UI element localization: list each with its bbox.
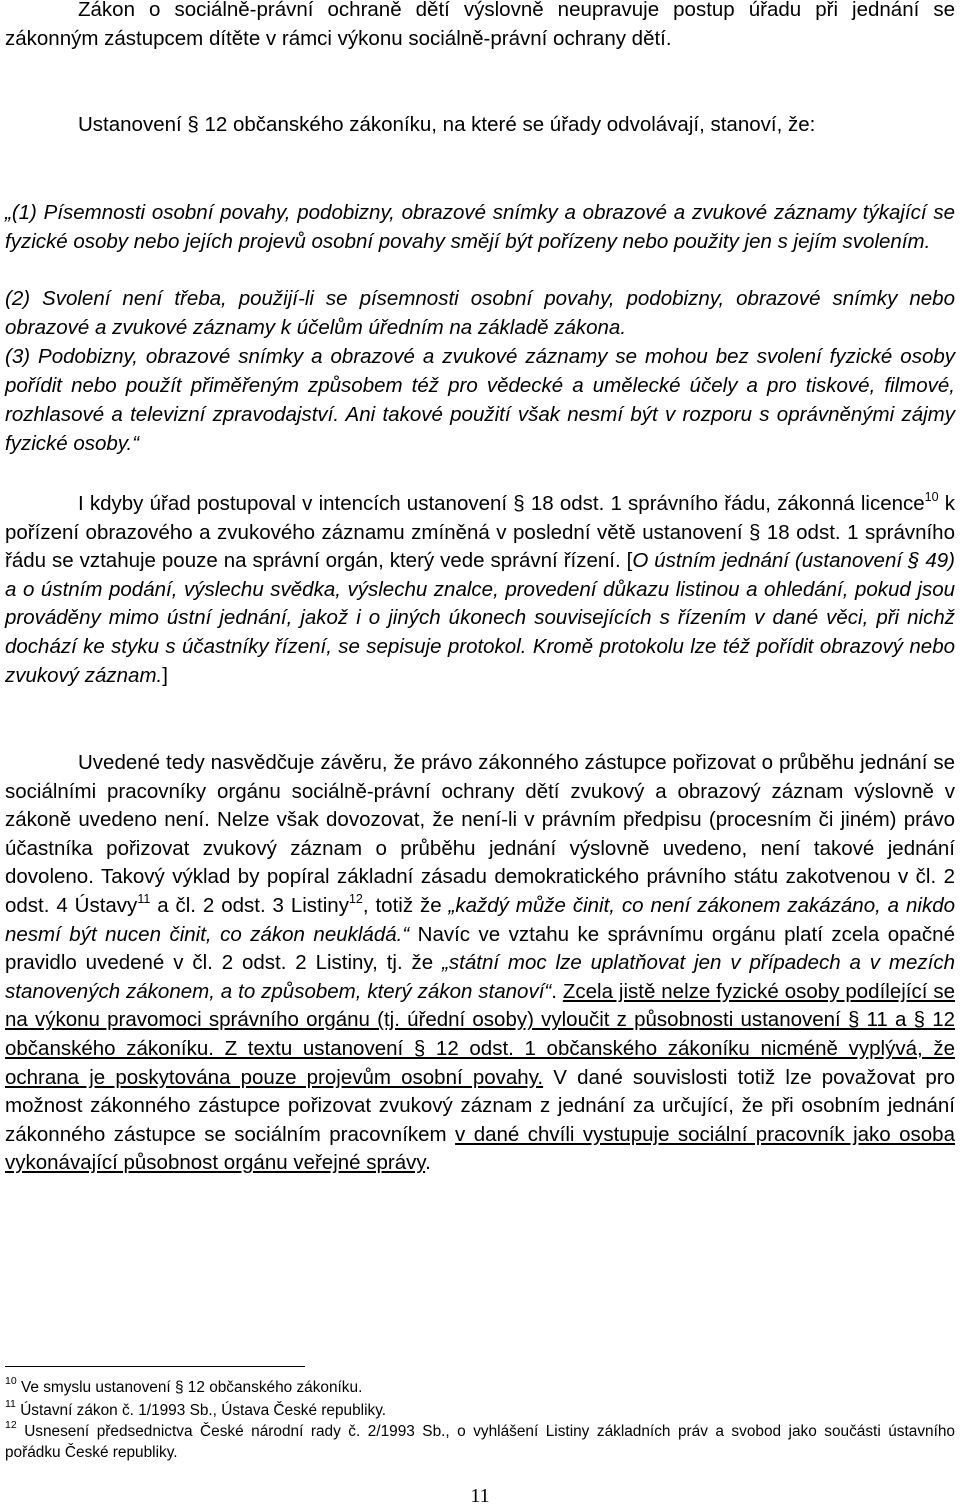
- intro-paragraph: Zákon o sociálně-právní ochraně dětí výslovně neupravuje postup úřadu při jednání se zákonným zástupcem dítěte v rámci výkonu sociálně-právní ochrany dětí.: [5, 0, 955, 50]
- para3-quote-listina: „každý může činit, co není zákonem zakázáno, a nikdo nesmí být nucen činit, co zákon neukládá.“: [5, 893, 955, 946]
- para3-underlined-2: v dané chvíli vystupuje sociální pracovník jako osoba vykonávající působnost orgánu veřejné správy: [5, 1122, 955, 1175]
- para3-text-g: .: [551, 979, 563, 1003]
- quote-subsection-3: (3) Podobizny, obrazové snímky a obrazové a zvukové záznamy se mohou bez svolení fyzické osoby pořídit nebo použít přiměřeným způsobem též pro vědecké a umělecké účely a pro tiskové, filmové, rozhlasové a televizní zpravodajství. Ani takové použití však nesmí být v rozporu s oprávněnými zájmy fyzické osoby.“: [5, 345, 955, 455]
- quote-subsection-1: „(1) Písemnosti osobní povahy, podobizny, obrazové snímky a obrazové a zvukové záznamy týkající se fyzické osoby nebo jejích projevů osobní povahy smějí být pořízeny nebo použity jen s jejím svolením.: [5, 201, 955, 253]
- footnote-ref-10: 10: [924, 490, 939, 505]
- para3-text-b: a čl. 2 odst. 3 Listiny: [150, 893, 349, 917]
- para2-text-a: I kdyby úřad postupoval v intencích ustanovení § 18 odst. 1 správního řádu, zákonná licence: [78, 492, 925, 515]
- para2-text-d: ]: [162, 663, 168, 687]
- footnote-ref-11: 11: [137, 892, 151, 907]
- para3-underlined-1: Zcela jistě nelze fyzické osoby podílející se na výkonu pravomoci správního orgánu (tj. úřední osoby) vyloučit z působnosti ustanovení § 11 a § 12 občanského zákoníku. Z textu ustanovení § 12 odst. 1 občanského zákoníku nicméně vyplývá, že ochrana je poskytována pouze projevům osobní povahy.: [5, 979, 955, 1089]
- footnote-11: [5, 1397, 955, 1421]
- footnote-12: [5, 1418, 955, 1463]
- paragraph-zaver: [5, 749, 955, 1178]
- footnote-number: 12: [5, 1418, 17, 1431]
- para3-text-c: , totiž že: [362, 893, 449, 917]
- para3-quote-statni-moc: „státní moc lze uplatňovat jen v případech a v mezích stanovených zákonem, a to způsobem, který zákon stanoví“: [5, 951, 955, 1003]
- footnote-text: Usnesení předsednictva České národní rady č. 2/1993 Sb., o vyhlášení Listiny základních práv a svobod jako součásti ústavního pořádku České republiky.: [5, 1423, 955, 1461]
- para3-text-i: V dané souvislosti totiž lze považovat pro možnost zákonného zástupce pořizovat zvukový záznam z jednání za určující, že při osobním jednání zákonného zástupce se sociálním pracovníkem: [5, 1065, 955, 1146]
- footnote-separator: [5, 1366, 305, 1367]
- footnote-number: 10: [5, 1374, 17, 1387]
- page-number: 11: [470, 1485, 490, 1507]
- para2-quote: O ústním jednání (ustanovení § 49) a o ústním podání, výslechu svědka, výslechu znalce, provedení důkazu listinou a ohledání, pokud jsou prováděny mimo ústní jednání, jakož i o jiných úkonech souvisejících s řízením v dané věci, při nichž dochází ke styku s účastníky řízení, se sepisuje protokol. Kromě protokolu lze též pořídit obrazový nebo zvukový záznam.: [5, 549, 955, 687]
- para3-text-a: Uvedené tedy nasvědčuje závěru, že právo zákonného zástupce pořizovat o průběhu jednání se sociálními pracovníky orgánu sociálně-právní ochrany dětí zvukový a obrazový záznam výslovně v zákoně uvedeno není. Nelze však dovozovat, že není-li v právním předpisu (procesním či jiném) právo účastníka pořizovat zvukový záznam o průběhu jednání výslovně uvedeno, není takové jednání dovoleno. Takový výklad by popíral základní zásadu demokratického právního státu zakotvenou v čl. 2 odst. 4 Ústavy: [5, 751, 955, 917]
- statute-intro-paragraph: Ustanovení § 12 občanského zákoníku, na které se úřady odvolávají, stanoví, že:: [78, 113, 816, 136]
- para2-text-b: k pořízení obrazového a zvukového záznamu zmíněná v poslední větě ustanovení § 18 odst. 1 správního řádu se vztahuje pouze na správní orgán, který vede správní řízení. [: [5, 492, 955, 573]
- footnote-text: Ústavní zákon č. 1/1993 Sb., Ústava České republiky.: [20, 1402, 387, 1419]
- footnote-number: 11: [5, 1397, 16, 1410]
- footnote-ref-12: 12: [348, 892, 363, 907]
- quote-subsection-2: (2) Svolení není třeba, použijí-li se písemnosti osobní povahy, podobizny, obrazové snímky nebo obrazové a zvukové záznamy k účelům úředním na základě zákona.: [5, 287, 955, 339]
- footnote-text: Ve smyslu ustanovení § 12 občanského zákoníku.: [20, 1379, 363, 1396]
- para3-text-k: .: [425, 1151, 431, 1175]
- paragraph-zakonna-licence: [5, 490, 955, 690]
- para3-text-e: Navíc ve vztahu ke správnímu orgánu platí zcela opačné pravidlo uvedené v čl. 2 odst. 2 Listiny, tj. že: [5, 922, 955, 975]
- footnote-10: [5, 1374, 955, 1398]
